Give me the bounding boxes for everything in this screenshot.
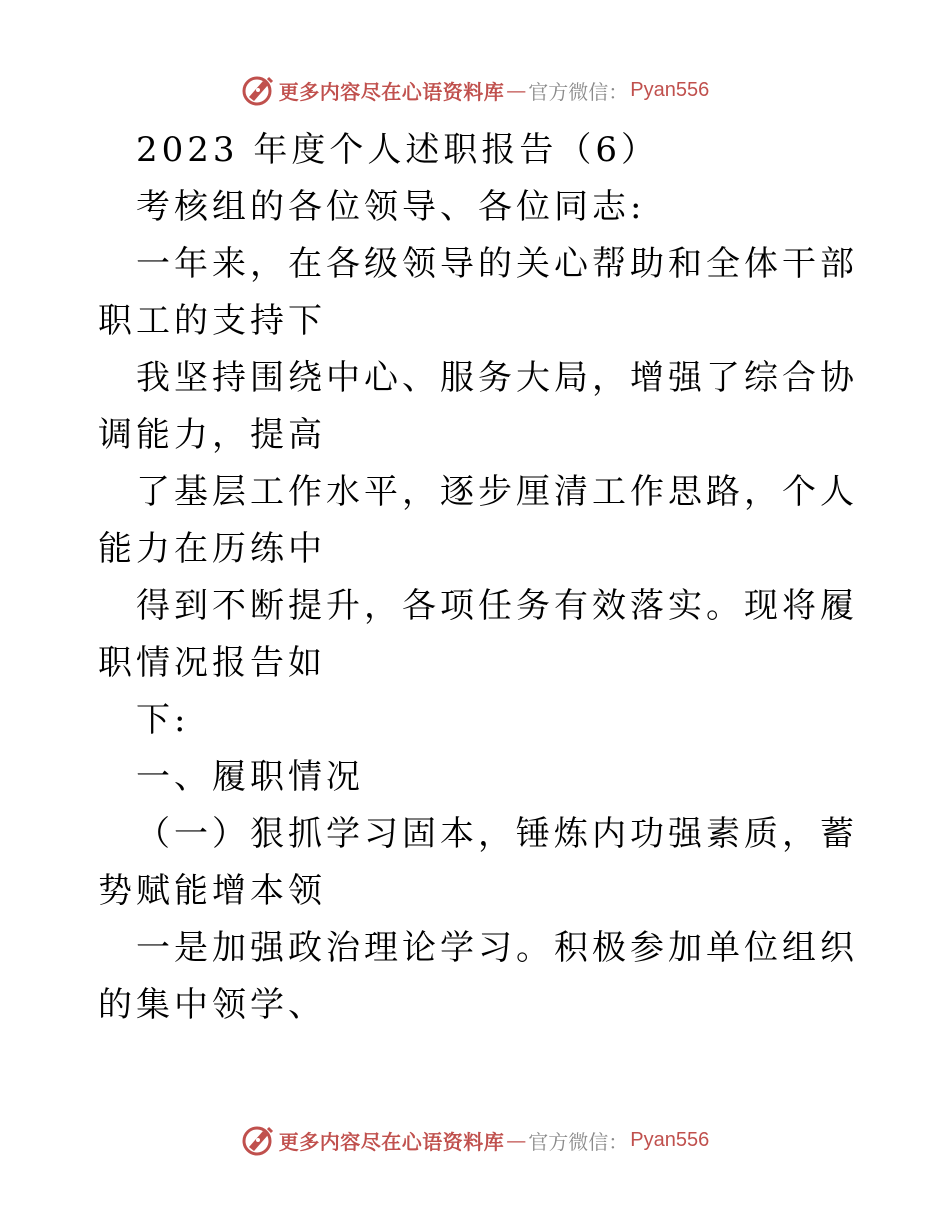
- pen-nib-circle-icon: [241, 1123, 275, 1157]
- section-heading: 一、履职情况: [136, 757, 364, 797]
- banner-separator: —: [506, 1128, 527, 1152]
- subsection-heading: （一）狠抓学习固本，锤炼内功强素质，蓄势赋能增本领: [98, 814, 858, 911]
- pen-nib-circle-icon: [241, 73, 275, 107]
- header-banner: [0, 70, 950, 110]
- document-body: [98, 122, 858, 1034]
- banner-promo-text: 更多内容尽在心语资料库: [278, 1129, 505, 1154]
- banner-promo-text: 更多内容尽在心语资料库: [278, 79, 505, 104]
- body-paragraph: 下:: [136, 700, 190, 740]
- document-title: 2023 年度个人述职报告（6）: [136, 130, 659, 170]
- body-paragraph: 一是加强政治理论学习。积极参加单位组织的集中领学、: [98, 928, 858, 1025]
- banner-wechat-id: Pyan556: [630, 78, 710, 101]
- banner-wechat-id: Pyan556: [630, 1128, 710, 1151]
- body-paragraph: 了基层工作水平，逐步厘清工作思路，个人能力在历练中: [98, 472, 858, 569]
- footer-banner: [0, 1120, 950, 1160]
- banner-separator: —: [506, 78, 527, 102]
- body-paragraph: 得到不断提升，各项任务有效落实。现将履职情况报告如: [98, 586, 858, 683]
- banner-wechat-label: 官方微信：: [528, 79, 629, 104]
- banner-wechat-label: 官方微信：: [528, 1129, 629, 1154]
- body-paragraph: 一年来，在各级领导的关心帮助和全体干部职工的支持下: [98, 244, 858, 341]
- salutation: 考核组的各位领导、各位同志:: [136, 187, 646, 227]
- body-paragraph: 我坚持围绕中心、服务大局，增强了综合协调能力，提高: [98, 358, 858, 455]
